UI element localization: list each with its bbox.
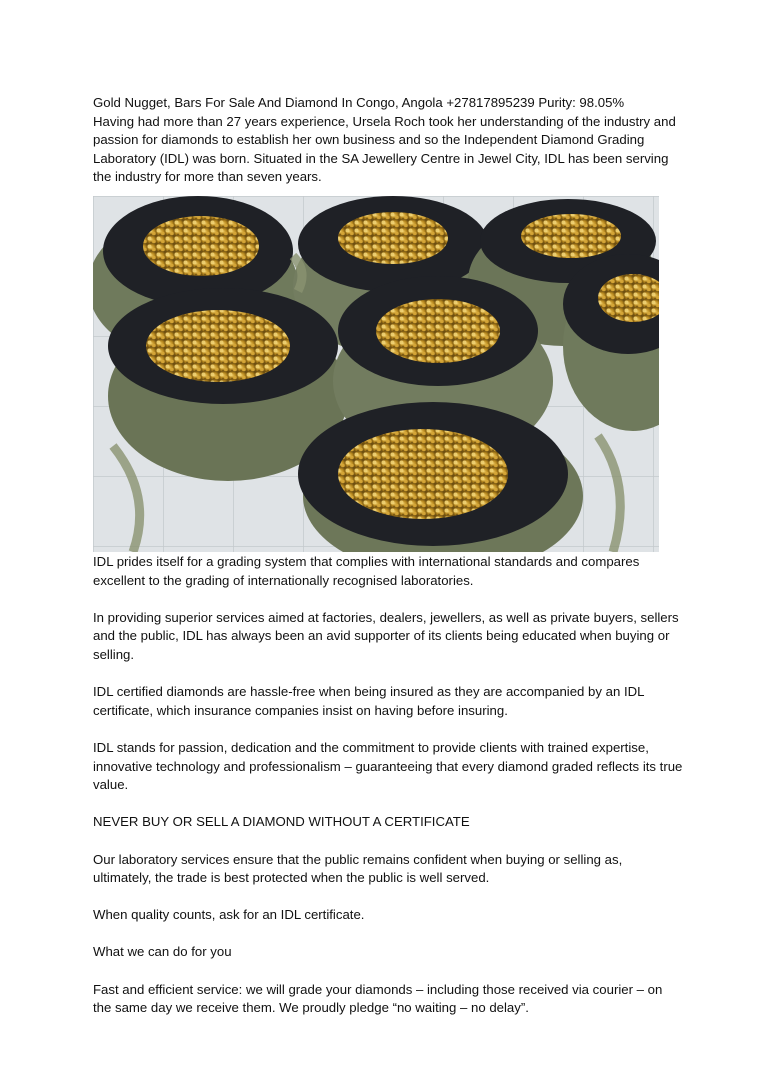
paragraph-quality: When quality counts, ask for an IDL certificate.	[93, 907, 365, 923]
gold-bags-photo	[93, 196, 659, 552]
paragraph-commitment: IDL stands for passion, dedication and the commitment to provide clients with trained expertise, innovative technology and professionalism – guaranteeing that every diamond graded reflects its true value.	[93, 739, 683, 793]
intro-paragraph: Having had more than 27 years experience, Ursela Roch took her understanding of the industry and passion for diamonds to establish her own business and so the Independent Diamond Grading Laboratory (IDL) was born. Situated in the SA Jewellery Centre in Jewel City, IDL has been serving the industry for more than seven years.	[93, 113, 676, 185]
photo-of-bags-of-gold-nuggets-icon	[93, 196, 659, 552]
paragraph-warning-heading: NEVER BUY OR SELL A DIAMOND WITHOUT A CERTIFICATE	[93, 814, 470, 830]
paragraph-laboratory-services: Our laboratory services ensure that the public remains confident when buying or selling as, ultimately, the trade is best protected when the public is well served.	[93, 851, 623, 886]
paragraph-grading-standards: IDL prides itself for a grading system that complies with international standards and compares excellent to the grading of internationally recognised laboratories.	[93, 554, 640, 588]
paragraph-what-we-do-heading: What we can do for you	[93, 944, 232, 960]
title-line: Gold Nugget, Bars For Sale And Diamond In Congo, Angola +27817895239 Purity: 98.05%	[93, 95, 625, 110]
body-section	[93, 553, 683, 1018]
paragraph-insurance: IDL certified diamonds are hassle-free when being insured as they are accompanied by an IDL certificate, which insurance companies insist on having before insuring.	[93, 684, 645, 718]
intro-section	[93, 94, 683, 187]
paragraph-fast-service: Fast and efficient service: we will grade your diamonds – including those received via courier – on the same day we receive them. We proudly pledge “no waiting – no delay”.	[93, 981, 663, 1016]
paragraph-services: In providing superior services aimed at factories, dealers, jewellers, as well as private buyers, sellers and the public, IDL has always been an avid supporter of its clients being educated when buying or selling.	[93, 609, 679, 662]
